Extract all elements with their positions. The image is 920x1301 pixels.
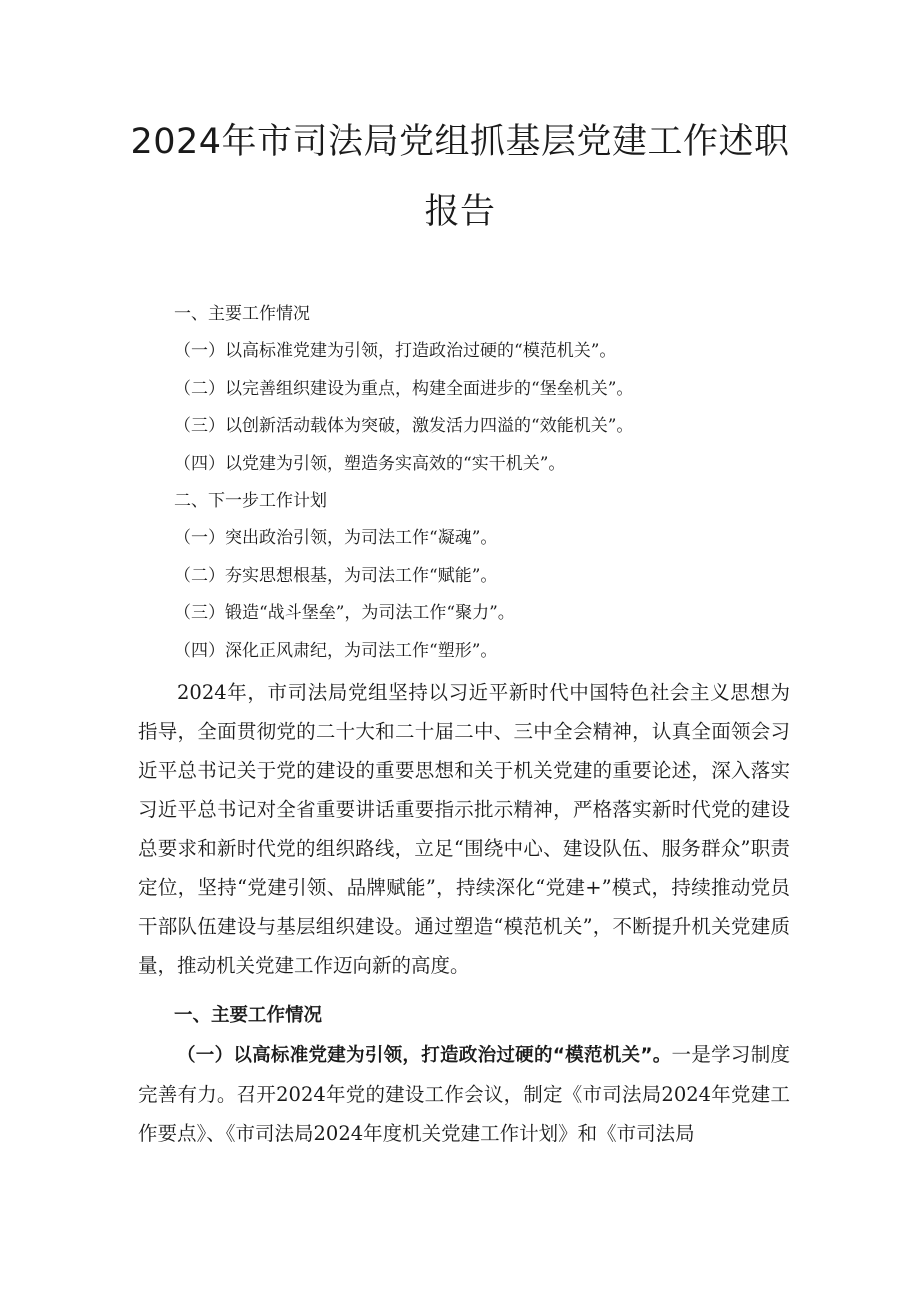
outline-item: 一、主要工作情况 bbox=[174, 304, 310, 324]
sub-paragraph-text: 一是学习制度完善有力。召开2024年党的建设工作会议，制定《市司法局2024年党建工作要点》、《市司法局2024年度机关党建工作计划》和《市司法局 bbox=[138, 1043, 790, 1145]
document-title-line1: 2024年市司法局党组抓基层党建工作述职 bbox=[130, 122, 790, 162]
outline-item: （二）以完善组织建设为重点，构建全面进步的“堡垒机关”。 bbox=[174, 378, 634, 399]
outline-item: （一）突出政治引领，为司法工作“凝魂”。 bbox=[174, 528, 498, 549]
outline-item: （一）以高标准党建为引领，打造政治过硬的“模范机关”。 bbox=[174, 341, 617, 362]
outline-item: （三）锻造“战斗堡垒”，为司法工作“聚力”。 bbox=[174, 603, 515, 624]
intro-paragraph: 2024年，市司法局党组坚持以习近平新时代中国特色社会主义思想为指导，全面贯彻党的二十大和二十届二中、三中全会精神，认真全面领会习近平总书记关于党的建设的重要思想和关于机关党建的重要论述，深入落实习近平总书记对全省重要讲话重要指示批示精神，严格落实新时代党的建设总要求和新时代党的组织路线，立足“围绕中心、建设队伍、服务群众”职责定位，坚持“党建引领、品牌赋能”，持续深化“党建+”模式，持续推动党员干部队伍建设与基层组织建设。通过塑造“模范机关”，不断提升机关党建质量，推动机关党建工作迈向新的高度。 bbox=[138, 681, 790, 977]
outline-list bbox=[174, 296, 633, 670]
outline-item: （二）夯实思想根基，为司法工作“赋能”。 bbox=[174, 565, 498, 586]
outline-item: （四）深化正风肃纪，为司法工作“塑形”。 bbox=[174, 640, 498, 661]
sub-heading: （一）以高标准党建为引领，打造政治过硬的“模范机关”。 bbox=[177, 1045, 672, 1066]
document-body bbox=[138, 673, 790, 1153]
document-title-line2: 报告 bbox=[424, 192, 496, 232]
section-paragraph bbox=[138, 1035, 790, 1153]
outline-item: （四）以党建为引领，塑造务实高效的“实干机关”。 bbox=[174, 453, 566, 474]
outline-item: 二、下一步工作计划 bbox=[174, 491, 327, 512]
outline-item: （三）以创新活动载体为突破，激发活力四溢的“效能机关”。 bbox=[174, 416, 634, 437]
section-heading: 一、主要工作情况 bbox=[174, 1005, 323, 1026]
